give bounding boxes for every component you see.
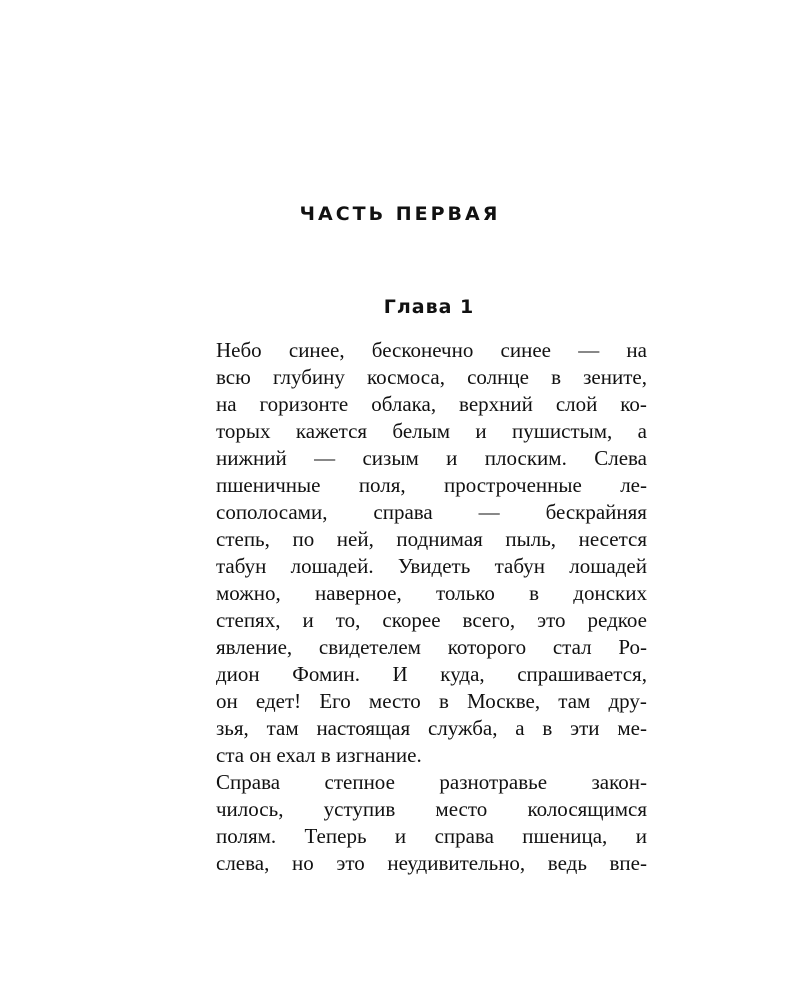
word: синее,	[288, 338, 345, 362]
word: эти	[570, 716, 600, 740]
text-line	[216, 607, 647, 634]
word: степь,	[216, 527, 270, 551]
word: дру-	[608, 689, 647, 713]
word: дион	[216, 662, 260, 686]
word: ней,	[336, 527, 374, 551]
word: плоским.	[484, 446, 567, 470]
word: явление,	[216, 635, 293, 659]
text-line	[216, 796, 647, 823]
word: там	[558, 689, 591, 713]
text-line	[216, 850, 647, 877]
word: а	[515, 716, 525, 740]
word: бесконечно	[371, 338, 474, 362]
word: то,	[335, 608, 361, 632]
word: место	[368, 689, 421, 713]
word: настоящая	[316, 716, 411, 740]
word: место	[435, 797, 488, 821]
text-line	[216, 553, 647, 580]
word: верхний	[459, 392, 533, 416]
text-line	[216, 472, 647, 499]
word: разнотравье	[439, 770, 548, 794]
text-line	[216, 445, 647, 472]
text-line	[216, 688, 647, 715]
word: Небо	[216, 338, 262, 362]
word: табун	[494, 554, 545, 578]
word: —	[578, 338, 600, 362]
word: он	[216, 689, 238, 713]
word: бескрайняя	[545, 500, 647, 524]
word: и	[475, 419, 487, 443]
text-line: ста он ехал в изгнание.	[216, 743, 422, 767]
text-line	[216, 769, 647, 796]
word: и	[635, 824, 647, 848]
word: свидетелем	[318, 635, 421, 659]
word: только	[436, 581, 495, 605]
word: в	[551, 365, 561, 389]
word: облака,	[371, 392, 437, 416]
word: пшеничные	[216, 473, 321, 497]
word: в	[542, 716, 553, 740]
word: торых	[216, 419, 271, 443]
word: поднимая	[396, 527, 483, 551]
word: на	[216, 392, 237, 416]
word: всю	[216, 365, 251, 389]
word: И	[392, 662, 408, 686]
text-line	[216, 580, 647, 607]
text-line	[216, 661, 647, 688]
word: ле-	[620, 473, 647, 497]
word: всего,	[462, 608, 516, 632]
word: и	[302, 608, 314, 632]
text-line	[216, 391, 647, 418]
word: а	[637, 419, 647, 443]
word: на	[626, 338, 647, 362]
word: можно,	[216, 581, 281, 605]
word: зья,	[216, 716, 249, 740]
word: едет!	[255, 689, 302, 713]
word: Теперь	[304, 824, 367, 848]
word: Слева	[594, 446, 647, 470]
word: простроченные	[444, 473, 582, 497]
word: скорее	[382, 608, 441, 632]
word: и	[446, 446, 458, 470]
chapter-title: Глава 1	[383, 296, 475, 318]
word: неудивительно,	[387, 851, 526, 875]
word: уступив	[323, 797, 396, 821]
word: сизым	[362, 446, 419, 470]
word: закон-	[591, 770, 647, 794]
word: Его	[319, 689, 351, 713]
word: ведь	[547, 851, 587, 875]
word: чилось,	[216, 797, 284, 821]
word: лошадей	[569, 554, 647, 578]
word: зените,	[583, 365, 647, 389]
word: слева,	[216, 851, 270, 875]
text-line	[216, 634, 647, 661]
text-line	[216, 418, 647, 445]
word: поля,	[358, 473, 406, 497]
word: глубину	[272, 365, 345, 389]
word: в	[438, 689, 449, 713]
word: кажется	[295, 419, 368, 443]
word: —	[478, 500, 500, 524]
text-line	[216, 823, 647, 850]
word: степное	[324, 770, 395, 794]
word: Ро-	[618, 635, 647, 659]
word: Фомин.	[292, 662, 360, 686]
word: Справа	[216, 770, 281, 794]
word: полям.	[216, 824, 277, 848]
word: солнце	[467, 365, 529, 389]
word: справа	[434, 824, 494, 848]
word: стал	[552, 635, 592, 659]
word: —	[314, 446, 336, 470]
word: наверное,	[315, 581, 402, 605]
word: синее	[500, 338, 551, 362]
word: белым	[392, 419, 451, 443]
word: редкое	[587, 608, 647, 632]
word: лошадей.	[290, 554, 374, 578]
word: справа	[373, 500, 433, 524]
word: Москве,	[467, 689, 541, 713]
word: Увидеть	[397, 554, 471, 578]
word: сополосами,	[216, 500, 328, 524]
body-text	[216, 337, 647, 877]
word: табун	[216, 554, 267, 578]
word: это	[336, 851, 365, 875]
word: пыль,	[505, 527, 557, 551]
word: пшеница,	[522, 824, 608, 848]
word: и	[394, 824, 407, 848]
text-line	[216, 364, 647, 391]
word: это	[537, 608, 566, 632]
word: колосящимся	[527, 797, 647, 821]
word: которого	[447, 635, 527, 659]
word: слой	[555, 392, 598, 416]
word: но	[291, 851, 314, 875]
word: впе-	[609, 851, 647, 875]
word: несется	[578, 527, 647, 551]
word: куда,	[440, 662, 485, 686]
text-line	[216, 715, 647, 742]
word: космоса,	[367, 365, 445, 389]
text-line	[216, 526, 647, 553]
text-line	[216, 499, 647, 526]
word: ко-	[620, 392, 647, 416]
word: в	[529, 581, 540, 605]
text-line	[216, 337, 647, 364]
word: ме-	[617, 716, 647, 740]
word: по	[292, 527, 315, 551]
word: степях,	[216, 608, 281, 632]
word: спрашивается,	[517, 662, 647, 686]
word: горизонте	[259, 392, 349, 416]
word: донских	[573, 581, 647, 605]
word: там	[266, 716, 299, 740]
word: пушистым,	[512, 419, 613, 443]
part-title: ЧАСТЬ ПЕРВАЯ	[299, 203, 501, 225]
word: служба,	[427, 716, 498, 740]
word: нижний	[216, 446, 287, 470]
